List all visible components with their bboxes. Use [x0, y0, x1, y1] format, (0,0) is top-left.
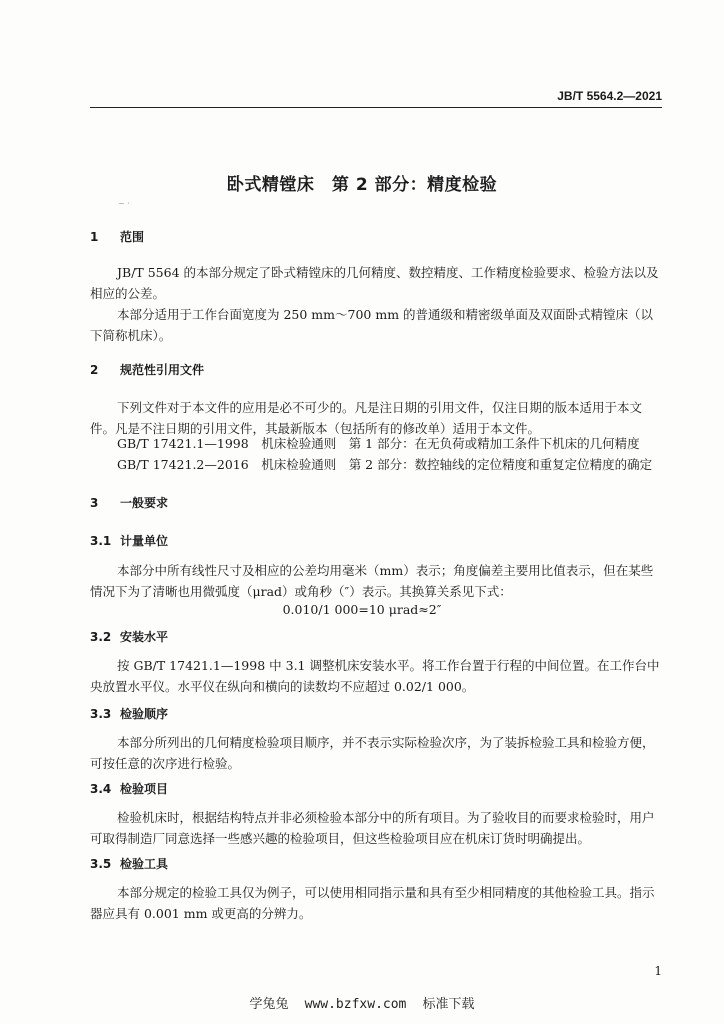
section-title: 范围: [120, 230, 145, 244]
header-rule: [90, 107, 662, 108]
section-title: 计量单位: [120, 534, 169, 548]
section-1-paragraph-2: 本部分适用于工作台面宽度为 250 mm～700 mm 的普通级和精密级单面及双面卧式精镗床（以下简称机床）。: [90, 307, 654, 343]
section-title: 一般要求: [120, 496, 169, 510]
section-number: 3: [90, 496, 99, 510]
section-3-1-paragraph: 本部分中所有线性尺寸及相应的公差均用毫米（mm）表示；角度偏差主要用比值表示，但在某些情况下为了清晰也用微弧度（μrad）或角秒（″）表示。其换算关系见下式：: [90, 563, 654, 599]
footer-site-name: 学兔兔: [249, 997, 289, 1012]
section-title: 检验项目: [120, 782, 169, 796]
page-number: 1: [654, 964, 662, 978]
section-3-3-heading: [90, 705, 168, 722]
section-3-2-paragraph: 按 GB/T 17421.1—1998 中 3.1 调整机床安装水平。将工作台置于行程的中间位置。在工作台中央放置水平仪。水平仪在纵向和横向的读数均不应超过 0.02/1 000。: [90, 658, 660, 694]
section-number: 3.5: [90, 857, 112, 871]
section-3-4-paragraph: 检验机床时，根据结构特点并非必须检验本部分中的所有项目。为了验收目的而要求检验时，用户可取得制造厂同意选择一些感兴趣的检验项目，但这些检验项目应在机床订货时明确提出。: [90, 810, 655, 846]
section-1-heading: [90, 228, 144, 245]
section-3-1-heading: [90, 532, 168, 549]
reference-2: GB/T 17421.2—2016 机床检验通则 第 2 部分：数控轴线的定位精度和重复定位精度的确定: [117, 457, 653, 472]
section-number: 3.4: [90, 782, 112, 796]
section-title: 检验工具: [120, 857, 169, 871]
section-2-heading: [90, 361, 204, 378]
reference-1: GB/T 17421.1—1998 机床检验通则 第 1 部分：在无负荷或精加工条件下机床的几何精度: [117, 436, 640, 451]
section-number: 2: [90, 363, 99, 377]
footer-url[interactable]: www.bzfxw.com: [304, 997, 407, 1012]
conversion-formula: 0.010/1 000=10 μrad≈2″: [282, 602, 442, 617]
section-number: 3.3: [90, 707, 112, 721]
section-title: 规范性引用文件: [120, 363, 205, 377]
section-2-paragraph-1: 下列文件对于本文件的应用是必不可少的。凡是注日期的引用文件，仅注日期的版本适用于本文件。凡是不注日期的引用文件，其最新版本（包括所有的修改单）适用于本文件。: [90, 400, 643, 436]
section-3-3-paragraph: 本部分所列出的几何精度检验项目顺序，并不表示实际检验次序，为了装拆检验工具和检验方便，可按任意的次序进行检验。: [90, 735, 655, 771]
section-title: 安装水平: [120, 630, 169, 644]
scan-speck: ~ ·: [118, 199, 130, 208]
section-number: 3.2: [90, 630, 112, 644]
section-3-heading: [90, 494, 168, 511]
document-title: 卧式精镗床 第 2 部分：精度检验: [226, 175, 498, 195]
standard-number: JB/T 5564.2—2021: [557, 89, 662, 103]
section-title: 检验顺序: [120, 707, 169, 721]
section-1-paragraph-1: JB/T 5564 的本部分规定了卧式精镗床的几何精度、数控精度、工作精度检验要求、检验方法以及相应的公差。: [90, 265, 659, 301]
section-number: 3.1: [90, 534, 112, 548]
section-3-5-heading: [90, 855, 168, 872]
footer-slogan: 标准下载: [422, 997, 475, 1012]
section-number: 1: [90, 230, 99, 244]
section-3-5-paragraph: 本部分规定的检验工具仅为例子，可以使用相同指示量和具有至少相同精度的其他检验工具。指示器应具有 0.001 mm 或更高的分辨力。: [90, 885, 655, 921]
footer-watermark: [0, 993, 724, 1012]
section-3-2-heading: [90, 628, 168, 645]
section-3-4-heading: [90, 780, 168, 797]
